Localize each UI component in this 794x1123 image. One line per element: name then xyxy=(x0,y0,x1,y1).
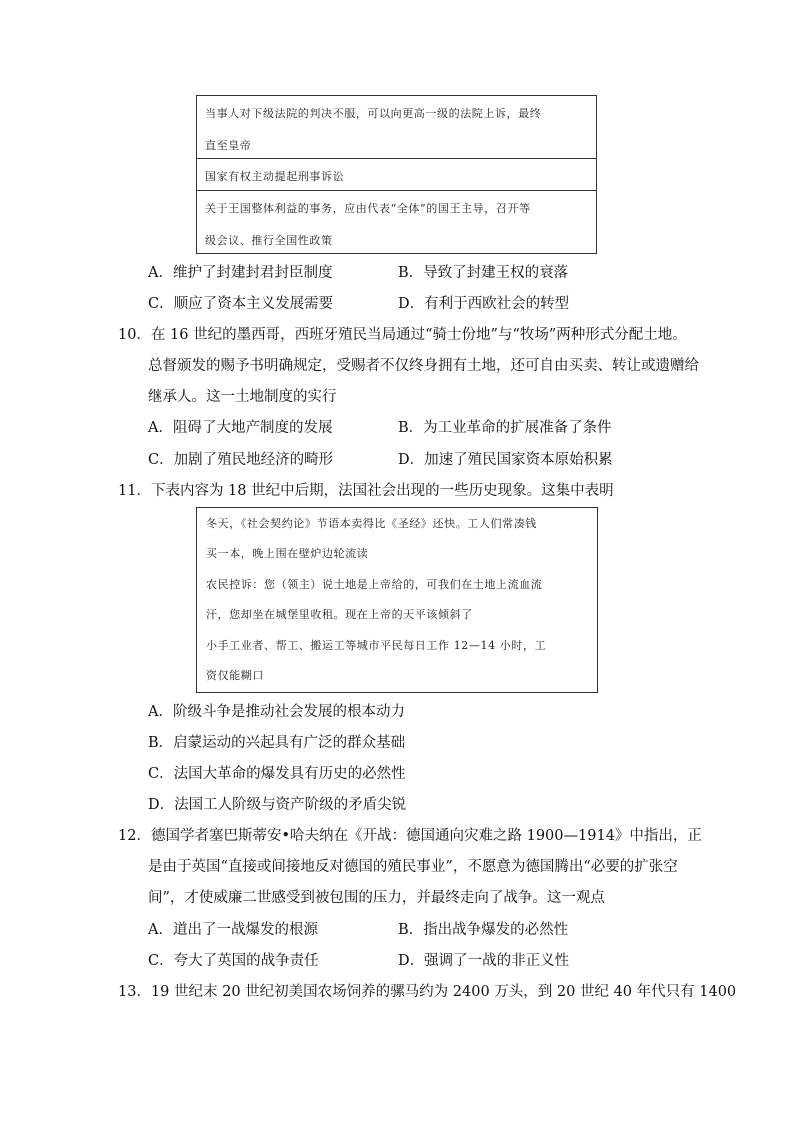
q11-option-a[interactable]: A．阶级斗争是推动社会发展的根本动力 xyxy=(148,704,405,720)
q10-option-d[interactable]: D．加速了殖民国家资本原始积累 xyxy=(398,452,613,468)
q9-option-a[interactable]: A．维护了封建封君封臣制度 xyxy=(148,265,333,281)
table-row xyxy=(197,191,597,254)
cell-line: 直至皇帝 xyxy=(205,139,252,152)
q12-option-d[interactable]: D．强调了一战的非正义性 xyxy=(398,953,570,969)
q9-option-c[interactable]: C．顺应了资本主义发展需要 xyxy=(148,296,334,312)
box-line: 冬天，《社会契约论》节语本卖得比《圣经》还快。工人们常凑钱 xyxy=(206,517,537,530)
q12-option-a[interactable]: A．道出了一战爆发的根源 xyxy=(148,922,318,938)
q9-option-d[interactable]: D．有利于西欧社会的转型 xyxy=(398,296,570,312)
box-line: 小手工业者、帮工、搬运工等城市平民每日工作 12—14 小时，工 xyxy=(206,639,547,652)
q12-option-c[interactable]: C．夸大了英国的战争责任 xyxy=(148,953,319,969)
box-line: 买一本，晚上围在壁炉边轮流读 xyxy=(206,547,369,560)
q11-option-c[interactable]: C．法国大革命的爆发具有历史的必然性 xyxy=(148,766,406,782)
table-cell xyxy=(197,191,597,254)
q11-source-box xyxy=(196,507,598,693)
q11-option-d[interactable]: D．法国工人阶级与资产阶级的矛盾尖锐 xyxy=(148,797,407,813)
q13-stem: 13．19 世纪末 20 世纪初美国农场饲养的骡马约为 2400 万头，到 20 世纪 40 年代只有 1400 xyxy=(118,984,737,1000)
cell-line: 级会议、推行全国性政策 xyxy=(205,234,333,247)
q10-option-a[interactable]: A．阻碍了大地产制度的发展 xyxy=(148,420,333,436)
q10-option-c[interactable]: C．加剧了殖民地经济的畸形 xyxy=(148,452,334,468)
cell-line: 当事人对下级法院的判决不服，可以向更高一级的法院上诉，最终 xyxy=(205,107,542,120)
q12-stem-line: 是由于英国“直接或间接地反对德国的殖民事业”，不愿意为德国腾出“必要的扩张空 xyxy=(148,859,678,875)
q11-stem: 11．下表内容为 18 世纪中后期，法国社会出现的一些历史现象。这集中表明 xyxy=(118,483,614,499)
q9-source-table xyxy=(196,95,597,254)
cell-line: 关于王国整体利益的事务，应由代表“全体”的国王主导，召开等 xyxy=(205,202,531,215)
q10-stem-line: 继承人。这一土地制度的实行 xyxy=(148,389,337,405)
q10-stem-line: 10．在 16 世纪的墨西哥，西班牙殖民当局通过“骑士份地”与“牧场”两种形式分配土地。 xyxy=(118,327,687,343)
box-line: 资仅能糊口 xyxy=(206,669,264,682)
box-line: 农民控诉：您（领主）说土地是上帝给的，可我们在土地上流血流 xyxy=(206,578,543,591)
box-line: 汗，您却坐在城堡里收租。现在上帝的天平该倾斜了 xyxy=(206,608,473,621)
cell-line: 国家有权主动提起刑事诉讼 xyxy=(205,170,345,183)
q10-option-b[interactable]: B．为工业革命的扩展准备了条件 xyxy=(398,420,612,436)
table-cell xyxy=(197,159,597,191)
table-cell xyxy=(197,96,597,159)
q12-stem-line: 12．德国学者塞巴斯蒂安•哈夫纳在《开战：德国通向灾难之路 1900—1914》中指出，正 xyxy=(118,828,702,844)
q12-stem-line: 间”，才使威廉二世感受到被包围的压力，并最终走向了战争。这一观点 xyxy=(148,890,605,906)
q10-stem-line: 总督颁发的赐予书明确规定，受赐者不仅终身拥有土地，还可自由买卖、转让或遗赠给 xyxy=(148,358,699,374)
table-row xyxy=(197,96,597,159)
table-row xyxy=(197,159,597,191)
q9-option-b[interactable]: B．导致了封建王权的衰落 xyxy=(398,265,569,281)
q12-option-b[interactable]: B．指出战争爆发的必然性 xyxy=(398,922,569,938)
q11-option-b[interactable]: B．启蒙运动的兴起具有广泛的群众基础 xyxy=(148,735,406,751)
